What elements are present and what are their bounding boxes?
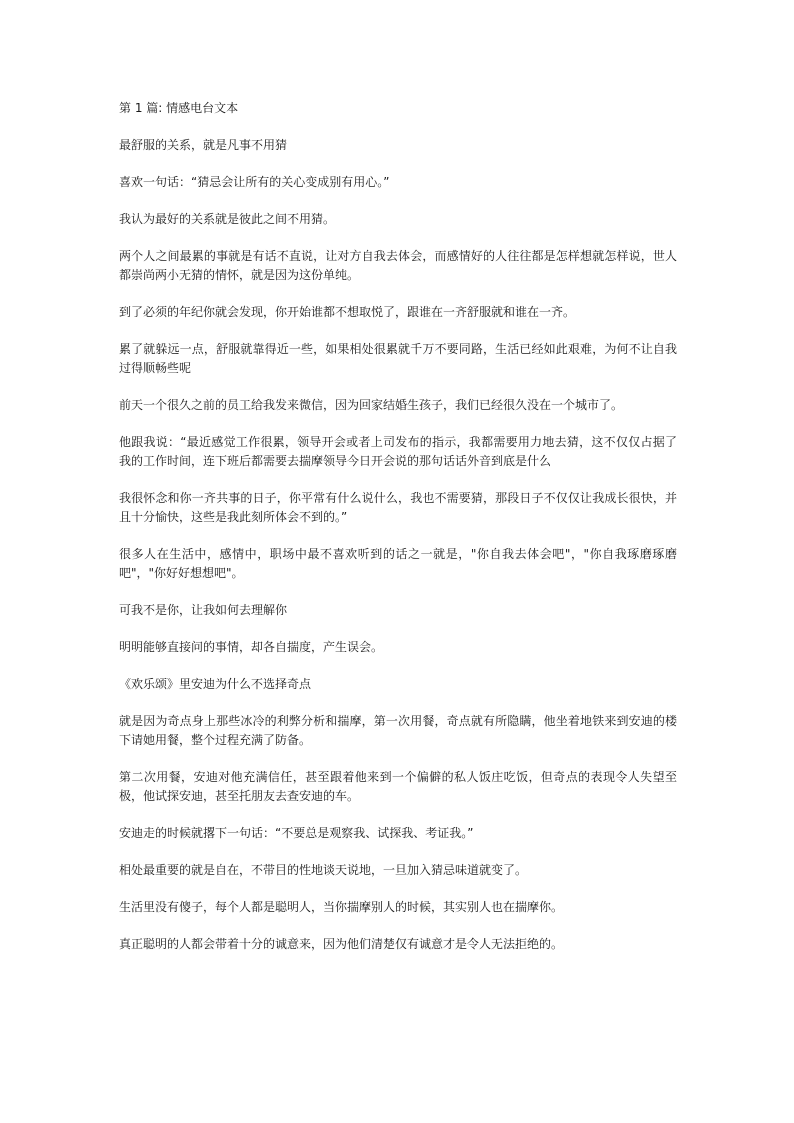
paragraph-1: 最舒服的关系，就是凡事不用猜 (119, 138, 288, 152)
document-heading: 第 1 篇: 情感电台文本 (119, 101, 239, 115)
paragraph-10: 很多人在生活中，感情中，职场中最不喜欢听到的话之一就是，"你自我去体会吧"，"你自我琢磨琢磨吧"，"你好好想想吧"。 (119, 547, 677, 580)
document-body (119, 99, 677, 972)
paragraph-8: 他跟我说：“最近感觉工作很累，领导开会或者上司发布的指示，我都需要用力地去猜，这不仅仅占据了我的工作时间，连下班后都需要去揣摩领导今日开会说的那句话话外音到底是什么 (119, 435, 677, 468)
paragraph-5: 到了必须的年纪你就会发现，你开始谁都不想取悦了，跟谁在一齐舒服就和谁在一齐。 (119, 305, 576, 319)
paragraph-6: 累了就躲远一点，舒服就靠得近一些，如果相处很累就千万不要同路，生活已经如此艰难，为何不让自我过得顺畅些呢 (119, 342, 677, 375)
paragraph-13: 《欢乐颂》里安迪为什么不选择奇点 (119, 677, 312, 691)
paragraph-18: 生活里没有傻子，每个人都是聪明人，当你揣摩别人的时候，其实别人也在揣摩你。 (119, 900, 564, 914)
paragraph-4: 两个人之间最累的事就是有话不直说，让对方自我去体会，而感情好的人往往都是怎样想就怎样说，世人都崇尚两小无猜的情怀，就是因为这份单纯。 (119, 249, 677, 282)
paragraph-16: 安迪走的时候就撂下一句话：“不要总是观察我、试探我、考证我。” (119, 826, 474, 840)
paragraph-9: 我很怀念和你一齐共事的日子，你平常有什么说什么，我也不需要猜，那段日子不仅仅让我成长很快，并且十分愉快，这些是我此刻所体会不到的。” (119, 491, 677, 524)
paragraph-11: 可我不是你，让我如何去理解你 (119, 603, 288, 617)
paragraph-14: 就是因为奇点身上那些冰冷的利弊分析和揣摩，第一次用餐，奇点就有所隐瞒，他坐着地铁来到安迪的楼下请她用餐，整个过程充满了防备。 (119, 714, 677, 747)
paragraph-2: 喜欢一句话：“猜忌会让所有的关心变成别有用心。” (119, 175, 390, 189)
paragraph-15: 第二次用餐，安迪对他充满信任，甚至跟着他来到一个偏僻的私人饭庄吃饭，但奇点的表现令人失望至极，他试探安迪，甚至托朋友去查安迪的车。 (119, 770, 677, 803)
paragraph-19: 真正聪明的人都会带着十分的诚意来，因为他们清楚仅有诚意才是令人无法拒绝的。 (119, 937, 564, 951)
paragraph-17: 相处最重要的就是自在，不带目的性地谈天说地，一旦加入猜忌味道就变了。 (119, 863, 528, 877)
paragraph-12: 明明能够直接问的事情，却各自揣度，产生误会。 (119, 640, 384, 654)
paragraph-7: 前天一个很久之前的员工给我发来微信，因为回家结婚生孩子，我们已经很久没在一个城市了。 (119, 398, 624, 412)
paragraph-3: 我认为最好的关系就是彼此之间不用猜。 (119, 212, 336, 226)
